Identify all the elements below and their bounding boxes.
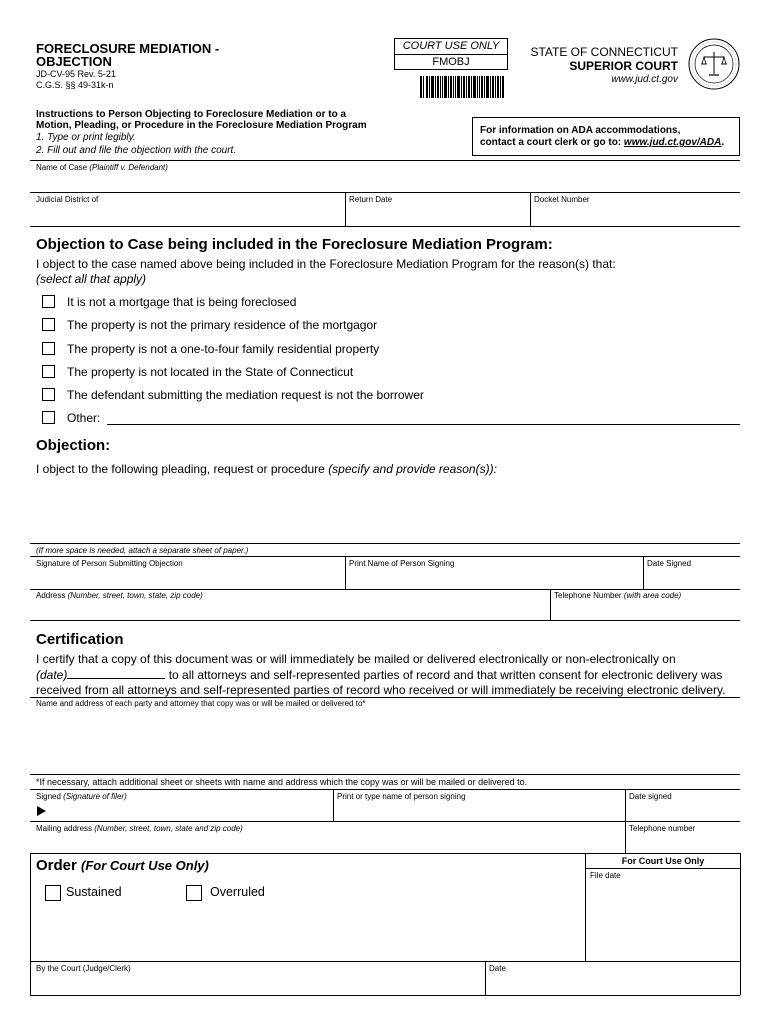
certification-line1: I certify that a copy of this document was or will immediately be mailed or delivered electronically or non-electronically on — [36, 652, 676, 666]
court-use-label: COURT USE ONLY — [402, 40, 500, 52]
court-website: www.jud.ct.gov — [611, 74, 678, 85]
docket-number-field[interactable]: Docket Number — [534, 195, 590, 204]
judicial-district-field[interactable]: Judicial District of — [36, 195, 99, 204]
signed-hint: (Signature of filer) — [63, 792, 127, 801]
state-name: STATE OF CONNECTICUT — [530, 45, 678, 59]
address-label: Address — [36, 591, 66, 600]
return-date-field[interactable]: Return Date — [349, 195, 393, 204]
option-label-other: Other: — [67, 411, 101, 425]
certification-date-input[interactable] — [67, 667, 165, 679]
order-heading-hint: (For Court Use Only) — [81, 858, 209, 873]
file-date-label: File date — [590, 871, 621, 880]
other-reason-input[interactable] — [107, 424, 740, 425]
option-checkbox-not-borrower[interactable] — [42, 388, 55, 401]
form-title-line2: OBJECTION — [36, 54, 112, 69]
by-the-court-field[interactable]: By the Court (Judge/Clerk) — [36, 964, 131, 973]
option-checkbox-not-family-residential[interactable] — [42, 342, 55, 355]
address-hint: (Number, street, town, state, zip code) — [67, 591, 203, 600]
option-checkbox-not-primary-residence[interactable] — [42, 318, 55, 331]
telephone-hint: (with area code) — [623, 591, 682, 600]
certification-heading: Certification — [36, 631, 124, 648]
barcode — [420, 76, 504, 98]
court-use-box — [394, 38, 508, 70]
sustained-checkbox[interactable] — [45, 885, 61, 901]
order-heading — [36, 857, 209, 874]
instruction-step-2: 2. Fill out and file the objection with the court. — [36, 145, 237, 156]
name-of-case-hint: (Plaintiff v. Defendant) — [89, 163, 168, 172]
court-use-header: For Court Use Only — [621, 856, 705, 866]
cert-date-signed-field[interactable]: Date signed — [629, 792, 672, 801]
ada-line2-suffix: . — [721, 137, 725, 148]
certification-line3: received from all attorneys and self-represented parties of record who received or will immediately be receiving electronic delivery. — [36, 683, 726, 697]
order-heading-label: Order — [36, 857, 77, 874]
signature-field[interactable]: Signature of Person Submitting Objection — [36, 559, 183, 568]
mailing-address-label: Mailing address — [36, 824, 93, 833]
ada-line1: For information on ADA accommodations, — [480, 125, 681, 136]
signed-field[interactable] — [36, 792, 127, 801]
objection-intro-text: I object to the following pleading, request or procedure — [36, 462, 329, 476]
certification-line2 — [36, 667, 722, 682]
address-field[interactable] — [36, 591, 203, 600]
form-title-line1: FORECLOSURE MEDIATION - — [36, 41, 220, 56]
option-checkbox-not-mortgage[interactable] — [42, 295, 55, 308]
ada-link[interactable]: www.jud.ct.gov/ADA — [623, 137, 722, 148]
objection-reasons-area[interactable] — [30, 478, 740, 542]
print-name-field[interactable]: Print Name of Person Signing — [349, 559, 455, 568]
sustained-label: Sustained — [66, 885, 122, 899]
option-checkbox-other[interactable] — [42, 411, 55, 424]
certification-date-label: (date) — [36, 668, 68, 682]
name-of-case-label: Name of Case — [36, 163, 88, 172]
telephone-label: Telephone Number — [554, 591, 622, 600]
order-date-field[interactable]: Date — [489, 964, 506, 973]
option-label-not-family-residential: The property is not a one-to-four family residential property — [67, 342, 380, 356]
form-number: JD-CV-95 Rev. 5-21 — [36, 69, 116, 79]
telephone-field[interactable] — [554, 591, 681, 600]
option-label-not-primary-residence: The property is not the primary residence of the mortgagor — [67, 318, 378, 332]
signed-label: Signed — [36, 792, 61, 801]
overruled-checkbox[interactable] — [186, 885, 202, 901]
option-label-not-borrower: The defendant submitting the mediation request is not the borrower — [67, 388, 424, 402]
instructions-title-line2: Motion, Pleading, or Procedure in the Foreclosure Mediation Program — [36, 120, 367, 131]
name-of-case-field[interactable] — [36, 163, 168, 172]
court-name: SUPERIOR COURT — [569, 59, 678, 73]
court-code: FMOBJ — [432, 56, 470, 68]
print-type-name-field[interactable]: Print or type name of person signing — [337, 792, 466, 801]
judicial-seal-icon — [688, 38, 740, 90]
overruled-label: Overruled — [210, 885, 265, 899]
ada-box — [472, 117, 740, 156]
instruction-step-1: 1. Type or print legibly. — [36, 132, 136, 143]
recipients-footnote: *If necessary, attach additional sheet or sheets with name and address which the copy was or will be mailed or delivered to. — [36, 777, 528, 787]
option-label-not-mortgage: It is not a mortgage that is being foreclosed — [67, 295, 297, 309]
sign-here-arrow-icon — [37, 806, 46, 816]
certification-line2-text: to all attorneys and self-represented parties of record and that written consent for electronic delivery was — [165, 668, 723, 682]
select-all-hint: (select all that apply) — [36, 272, 147, 286]
section-objection-heading: Objection: — [36, 437, 111, 454]
mailing-address-field[interactable] — [36, 824, 243, 833]
ada-line2-prefix: contact a court clerk or go to: — [480, 137, 624, 148]
recipients-label: Name and address of each party and attorney that copy was or will be mailed or delivered to* — [36, 699, 366, 708]
cert-telephone-field[interactable]: Telephone number — [629, 824, 696, 833]
section-mediation-intro: I object to the case named above being included in the Foreclosure Mediation Program for the reason(s) that: — [36, 257, 616, 271]
section-mediation-objection-heading: Objection to Case being included in the Foreclosure Mediation Program: — [36, 236, 553, 253]
section-objection-intro — [36, 462, 497, 476]
option-label-not-in-connecticut: The property is not located in the State of Connecticut — [67, 365, 354, 379]
form-statute: C.G.S. §§ 49-31k-n — [36, 80, 114, 90]
recipients-area[interactable] — [30, 709, 740, 773]
date-signed-field[interactable]: Date Signed — [647, 559, 692, 568]
instructions-title-line1: Instructions to Person Objecting to Foreclosure Mediation or to a — [36, 109, 347, 120]
mailing-address-hint: (Number, street, town, state and zip code) — [94, 824, 243, 833]
objection-intro-hint: (specify and provide reason(s)): — [328, 462, 497, 476]
option-checkbox-not-in-connecticut[interactable] — [42, 365, 55, 378]
more-space-note: (If more space is needed, attach a separate sheet of paper.) — [36, 546, 249, 555]
